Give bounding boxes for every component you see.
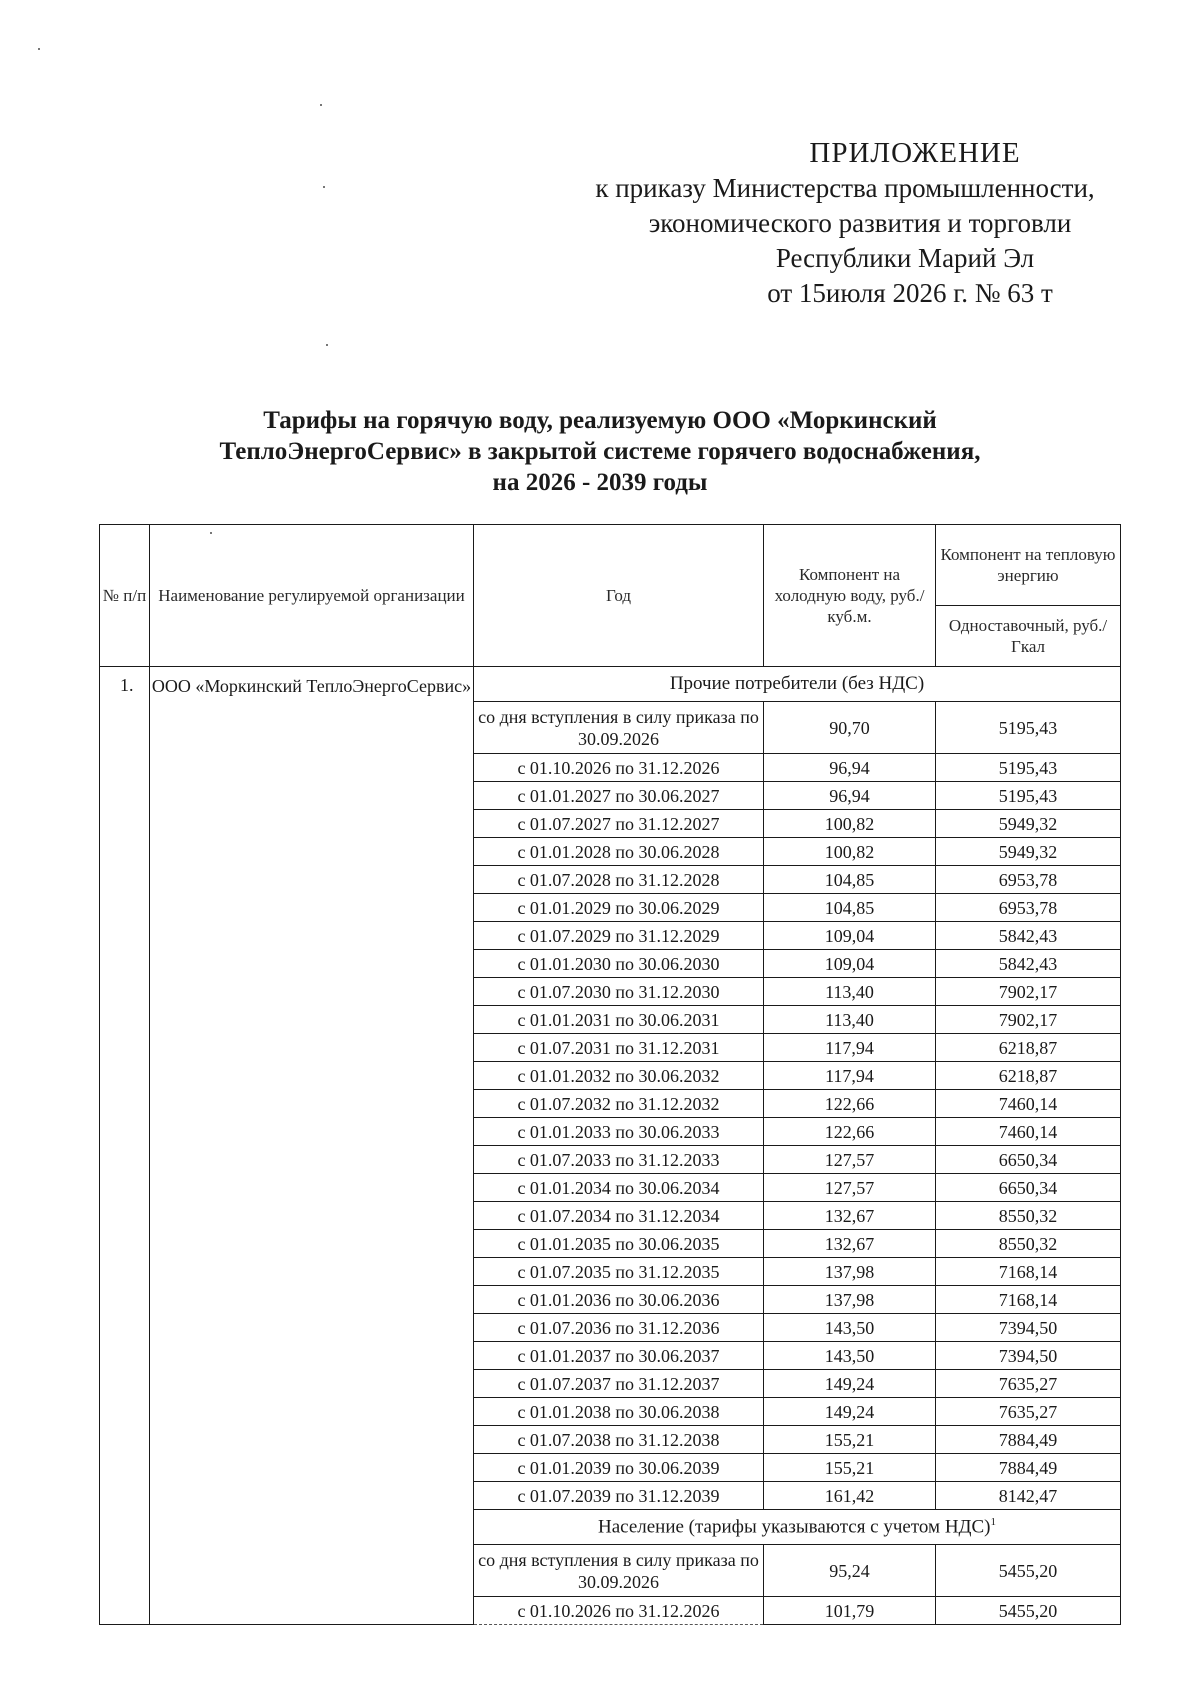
appendix-line-3: Республики Марий Эл (775, 243, 1035, 273)
period-cell: с 01.07.2031 по 31.12.2031 (474, 1034, 764, 1062)
section-other-consumers: Прочие потребители (без НДС) (474, 667, 1121, 702)
heat-energy-cell: 7168,14 (936, 1258, 1121, 1286)
scan-speck (38, 48, 40, 50)
title-line-2: ТеплоЭнергоСервис» в закрытой системе горячего водоснабжения, (219, 438, 981, 465)
heat-energy-cell: 7902,17 (936, 1006, 1121, 1034)
heat-energy-cell: 5195,43 (936, 754, 1121, 782)
period-cell: с 01.01.2032 по 30.06.2032 (474, 1062, 764, 1090)
appendix-line-4: от 15июля 2026 г. № 63 т (767, 278, 1053, 308)
cold-water-cell: 122,66 (764, 1090, 936, 1118)
heat-energy-cell: 6218,87 (936, 1062, 1121, 1090)
period-cell: с 01.07.2039 по 31.12.2039 (474, 1482, 764, 1510)
appendix-line-2: экономического развития и торговли (648, 208, 1072, 238)
scan-speck (320, 104, 322, 106)
period-cell: с 01.07.2037 по 31.12.2037 (474, 1370, 764, 1398)
appendix-line-1: к приказу Министерства промышленности, (595, 173, 1095, 203)
cold-water-cell: 122,66 (764, 1118, 936, 1146)
cold-water-cell: 127,57 (764, 1146, 936, 1174)
heat-energy-cell: 5842,43 (936, 922, 1121, 950)
heat-energy-cell: 5195,43 (936, 702, 1121, 754)
period-cell: с 01.07.2028 по 31.12.2028 (474, 866, 764, 894)
cold-water-cell: 132,67 (764, 1230, 936, 1258)
cold-water-cell: 143,50 (764, 1314, 936, 1342)
appendix-heading: ПРИЛОЖЕНИЕ (809, 137, 1021, 169)
cold-water-cell: 109,04 (764, 950, 936, 978)
cold-water-cell: 117,94 (764, 1034, 936, 1062)
period-cell: с 01.01.2037 по 30.06.2037 (474, 1342, 764, 1370)
document-title (100, 405, 1100, 498)
cold-water-cell: 149,24 (764, 1370, 936, 1398)
heat-energy-cell: 6650,34 (936, 1174, 1121, 1202)
header-cold-component: Компонент на холодную воду, руб./куб.м. (764, 525, 936, 667)
period-cell: с 01.01.2038 по 30.06.2038 (474, 1398, 764, 1426)
heat-energy-cell: 7884,49 (936, 1426, 1121, 1454)
cold-water-cell: 127,57 (764, 1174, 936, 1202)
cold-water-cell: 161,42 (764, 1482, 936, 1510)
heat-energy-cell: 5949,32 (936, 838, 1121, 866)
cold-water-cell: 149,24 (764, 1398, 936, 1426)
header-num: № п/п (100, 525, 150, 667)
heat-energy-cell: 6953,78 (936, 866, 1121, 894)
row-index: 1. (100, 667, 150, 1625)
scan-speck (323, 186, 325, 188)
period-cell: с 01.07.2030 по 31.12.2030 (474, 978, 764, 1006)
period-cell: с 01.01.2036 по 30.06.2036 (474, 1286, 764, 1314)
cold-water-cell: 96,94 (764, 782, 936, 810)
heat-energy-cell: 8550,32 (936, 1202, 1121, 1230)
period-cell: с 01.01.2031 по 30.06.2031 (474, 1006, 764, 1034)
header-org: Наименование регулируемой организации (150, 525, 474, 667)
title-line-1: Тарифы на горячую воду, реализуемую ООО «Моркинский (263, 407, 937, 434)
heat-energy-cell: 5455,20 (936, 1597, 1121, 1625)
heat-energy-cell: 7460,14 (936, 1118, 1121, 1146)
cold-water-cell: 113,40 (764, 1006, 936, 1034)
header-heat-single-rate: Одноставочный, руб./Гкал (936, 606, 1121, 667)
cold-water-cell: 90,70 (764, 702, 936, 754)
cold-water-cell: 117,94 (764, 1062, 936, 1090)
period-cell: с 01.07.2027 по 31.12.2027 (474, 810, 764, 838)
heat-energy-cell: 7635,27 (936, 1370, 1121, 1398)
cold-water-cell: 113,40 (764, 978, 936, 1006)
period-cell: с 01.01.2035 по 30.06.2035 (474, 1230, 764, 1258)
heat-energy-cell: 7168,14 (936, 1286, 1121, 1314)
heat-energy-cell: 7394,50 (936, 1342, 1121, 1370)
heat-energy-cell: 5455,20 (936, 1545, 1121, 1597)
heat-energy-cell: 7635,27 (936, 1398, 1121, 1426)
cold-water-cell: 155,21 (764, 1454, 936, 1482)
period-cell: с 01.07.2029 по 31.12.2029 (474, 922, 764, 950)
header-heat-component: Компонент на тепловую энергию (936, 525, 1121, 606)
cold-water-cell: 95,24 (764, 1545, 936, 1597)
period-cell: с 01.07.2036 по 31.12.2036 (474, 1314, 764, 1342)
section-population (474, 1510, 1121, 1545)
period-cell: с 01.01.2027 по 30.06.2027 (474, 782, 764, 810)
cold-water-cell: 143,50 (764, 1342, 936, 1370)
period-cell: с 01.10.2026 по 31.12.2026 (474, 1597, 764, 1625)
cold-water-cell: 137,98 (764, 1286, 936, 1314)
heat-energy-cell: 6650,34 (936, 1146, 1121, 1174)
heat-energy-cell: 5949,32 (936, 810, 1121, 838)
heat-energy-cell: 8142,47 (936, 1482, 1121, 1510)
period-cell: с 01.01.2033 по 30.06.2033 (474, 1118, 764, 1146)
period-cell: с 01.01.2028 по 30.06.2028 (474, 838, 764, 866)
period-cell: с 01.07.2032 по 31.12.2032 (474, 1090, 764, 1118)
period-cell: с 01.01.2034 по 30.06.2034 (474, 1174, 764, 1202)
tariff-table-body (100, 667, 1121, 1625)
cold-water-cell: 96,94 (764, 754, 936, 782)
organization-name: ООО «Моркинский ТеплоЭнергоСервис» (150, 667, 474, 1625)
cold-water-cell: 137,98 (764, 1258, 936, 1286)
heat-energy-cell: 7902,17 (936, 978, 1121, 1006)
cold-water-cell: 100,82 (764, 810, 936, 838)
cold-water-cell: 101,79 (764, 1597, 936, 1625)
cold-water-cell: 109,04 (764, 922, 936, 950)
period-cell: со дня вступления в силу приказа по 30.09.2026 (474, 1545, 764, 1597)
cold-water-cell: 132,67 (764, 1202, 936, 1230)
period-cell: с 01.01.2030 по 30.06.2030 (474, 950, 764, 978)
heat-energy-cell: 5195,43 (936, 782, 1121, 810)
period-cell: с 01.10.2026 по 31.12.2026 (474, 754, 764, 782)
section-population-label: Население (тарифы указываются с учетом НДС) (598, 1516, 991, 1538)
heat-energy-cell: 7884,49 (936, 1454, 1121, 1482)
scan-speck (326, 344, 328, 346)
heat-energy-cell: 7460,14 (936, 1090, 1121, 1118)
period-cell: с 01.01.2029 по 30.06.2029 (474, 894, 764, 922)
cold-water-cell: 104,85 (764, 866, 936, 894)
cold-water-cell: 100,82 (764, 838, 936, 866)
period-cell: с 01.07.2035 по 31.12.2035 (474, 1258, 764, 1286)
footnote-marker: 1 (990, 1515, 996, 1528)
period-cell: с 01.01.2039 по 30.06.2039 (474, 1454, 764, 1482)
heat-energy-cell: 8550,32 (936, 1230, 1121, 1258)
period-cell: с 01.07.2034 по 31.12.2034 (474, 1202, 764, 1230)
cold-water-cell: 104,85 (764, 894, 936, 922)
heat-energy-cell: 7394,50 (936, 1314, 1121, 1342)
heat-energy-cell: 5842,43 (936, 950, 1121, 978)
appendix-block (560, 136, 1120, 311)
heat-energy-cell: 6953,78 (936, 894, 1121, 922)
period-cell: с 01.07.2038 по 31.12.2038 (474, 1426, 764, 1454)
cold-water-cell: 155,21 (764, 1426, 936, 1454)
tariff-table (99, 524, 1121, 1625)
title-line-3: на 2026 - 2039 годы (492, 469, 708, 496)
period-cell: с 01.07.2033 по 31.12.2033 (474, 1146, 764, 1174)
heat-energy-cell: 6218,87 (936, 1034, 1121, 1062)
header-year: Год (474, 525, 764, 667)
period-cell: со дня вступления в силу приказа по 30.09.2026 (474, 702, 764, 754)
